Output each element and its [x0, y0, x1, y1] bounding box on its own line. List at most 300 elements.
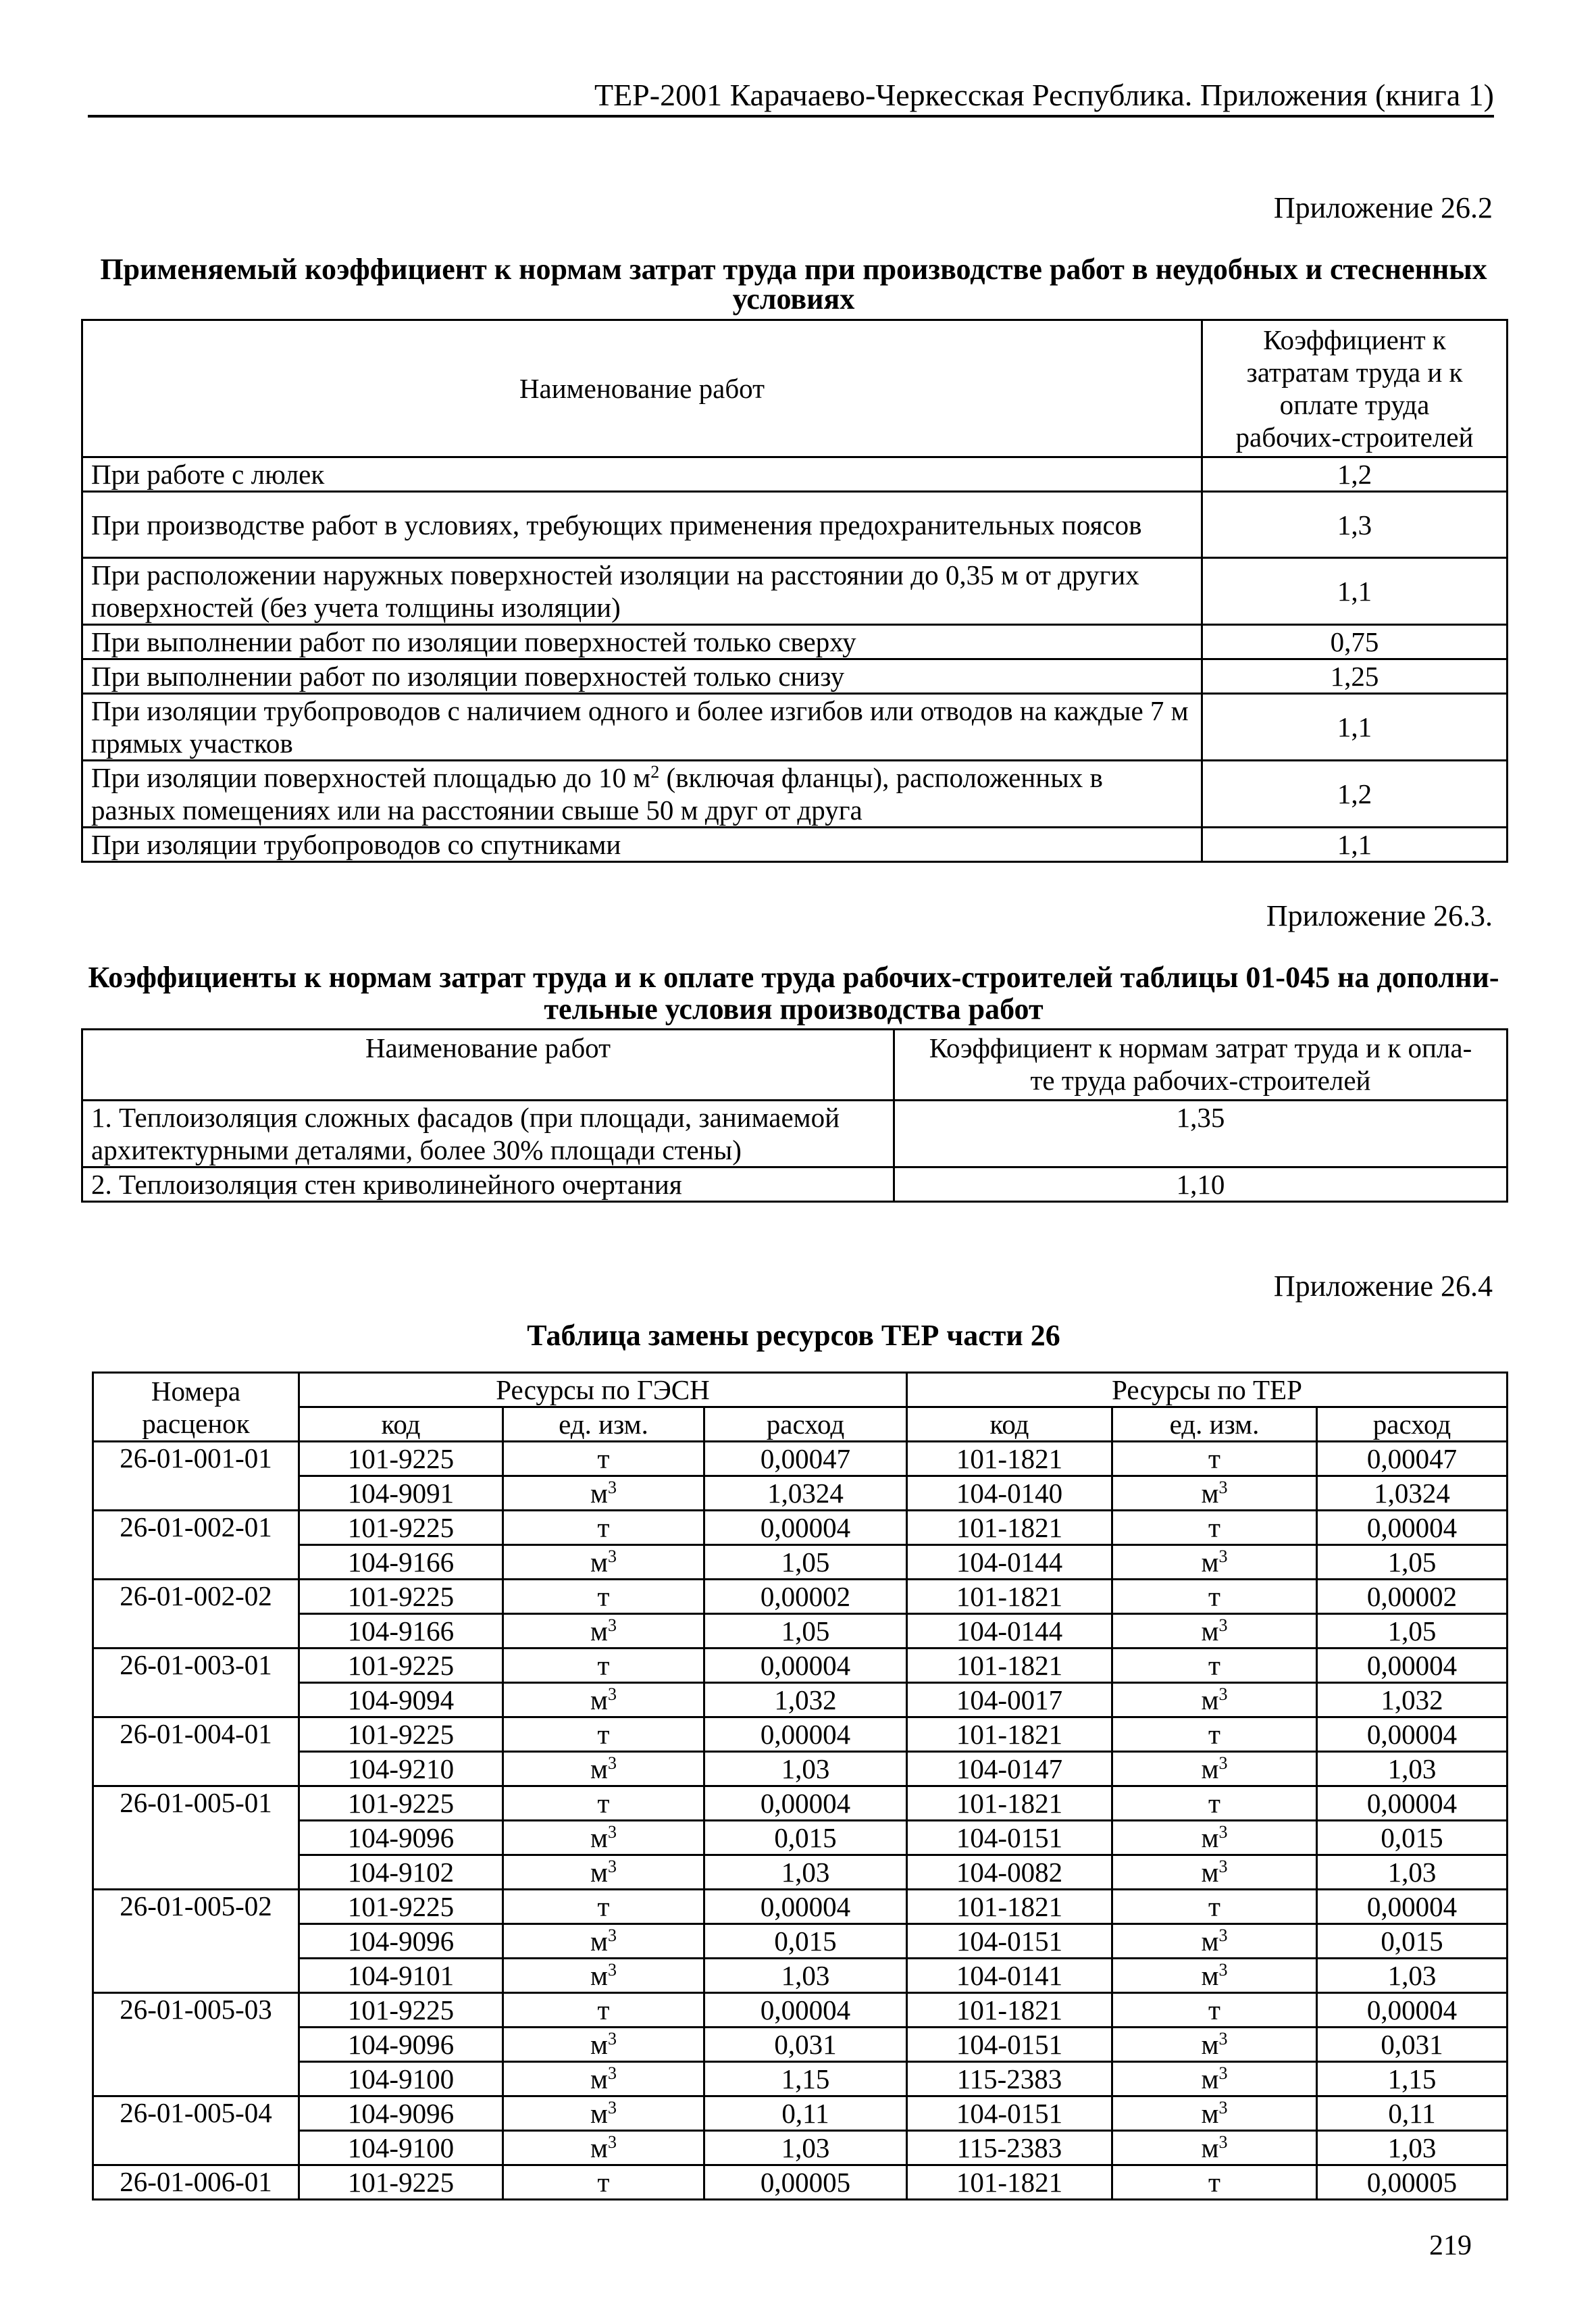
unit-text: м — [590, 1857, 608, 1888]
table-header-row-2 — [93, 1407, 1508, 1442]
unit-text: т — [597, 1788, 610, 1819]
column-group-gesn: Ресурсы по ГЭСН — [299, 1373, 907, 1407]
column-header-number-line1: Номера — [151, 1375, 241, 1407]
work-name: При изоляции трубопроводов со спутниками — [82, 828, 1202, 862]
unit-exponent: 3 — [1218, 1822, 1228, 1842]
ter-code: 104-0144 — [907, 1614, 1112, 1649]
unit-text: т — [597, 1891, 610, 1922]
gesn-consumption: 0,015 — [704, 1821, 907, 1855]
unit-exponent: 3 — [607, 1753, 617, 1773]
column-header-coefficient-line1: Коэффициент к — [1263, 324, 1446, 355]
unit-text: м — [1201, 1615, 1219, 1646]
column-header-gesn-code: код — [299, 1407, 503, 1442]
gesn-consumption: 1,05 — [704, 1545, 907, 1580]
ter-code: 101-1821 — [907, 1786, 1112, 1821]
unit-exponent: 3 — [607, 2029, 617, 2048]
gesn-code: 101-9225 — [299, 1442, 503, 1476]
ter-consumption: 0,00004 — [1317, 1717, 1508, 1752]
ter-code: 104-0144 — [907, 1545, 1112, 1580]
unit-text: т — [1208, 1650, 1220, 1681]
gesn-code: 104-9210 — [299, 1752, 503, 1786]
table-row — [93, 1786, 1508, 1821]
table-row — [93, 2096, 1508, 2131]
gesn-code: 104-9101 — [299, 1959, 503, 1993]
table-row — [82, 558, 1508, 625]
coefficients-table-26-2 — [81, 319, 1508, 863]
table-row — [93, 2165, 1508, 2200]
gesn-unit — [503, 1821, 704, 1855]
appendix-26-4-title: Таблица замены ресурсов ТЕР части 26 — [527, 1319, 1060, 1352]
ter-code: 115-2383 — [907, 2131, 1112, 2165]
coefficient-value: 0,75 — [1202, 625, 1508, 659]
work-name-text-cont: (включая фланцы), расположенных в разных помещениях или на расстоянии свыше 50 м друг от друга — [91, 762, 1103, 826]
gesn-consumption: 0,11 — [704, 2096, 907, 2131]
gesn-unit — [503, 2096, 704, 2131]
gesn-consumption: 0,00004 — [704, 1993, 907, 2028]
table-row — [82, 457, 1508, 492]
unit-text: м — [1201, 1960, 1219, 1991]
ter-consumption: 1,0324 — [1317, 1476, 1508, 1511]
table-row — [93, 2028, 1508, 2062]
table-row — [93, 1855, 1508, 1890]
unit-exponent: 3 — [607, 1546, 617, 1566]
appendix-26-4-label: Приложение 26.4 — [1273, 1269, 1493, 1303]
gesn-unit — [503, 1476, 704, 1511]
gesn-consumption: 1,15 — [704, 2062, 907, 2096]
unit-exponent: 3 — [1218, 2029, 1228, 2048]
gesn-unit — [503, 2165, 704, 2200]
ter-consumption: 1,03 — [1317, 2131, 1508, 2165]
column-header-gesn-consumption: расход — [704, 1407, 907, 1442]
table-row — [93, 1511, 1508, 1545]
unit-exponent: 3 — [607, 1684, 617, 1704]
rate-number: 26-01-002-02 — [93, 1580, 299, 1649]
gesn-code: 101-9225 — [299, 1786, 503, 1821]
unit-text: м — [590, 1822, 608, 1853]
unit-text: м — [1201, 1546, 1219, 1578]
unit-exponent: 3 — [607, 2132, 617, 2152]
unit-text: т — [1208, 2167, 1220, 2198]
ter-code: 101-1821 — [907, 1511, 1112, 1545]
ter-consumption: 1,03 — [1317, 1855, 1508, 1890]
unit-exponent: 3 — [1218, 1615, 1228, 1635]
appendix-26-3-title-line2: тельные условия производства работ — [544, 992, 1044, 1026]
unit-exponent: 3 — [1218, 1478, 1228, 1497]
rate-number: 26-01-005-02 — [93, 1890, 299, 1993]
gesn-unit — [503, 2131, 704, 2165]
unit-text: м — [590, 1546, 608, 1578]
unit-text: м — [1201, 1478, 1219, 1509]
ter-code: 101-1821 — [907, 1649, 1112, 1683]
table-header-row — [82, 1030, 1508, 1101]
gesn-code: 104-9100 — [299, 2062, 503, 2096]
ter-code: 104-0151 — [907, 2028, 1112, 2062]
work-name: При выполнении работ по изоляции поверхностей только снизу — [82, 659, 1202, 694]
ter-unit — [1112, 1614, 1317, 1649]
appendix-26-3-label: Приложение 26.3. — [1266, 899, 1493, 932]
ter-unit — [1112, 2028, 1317, 2062]
unit-text: м — [1201, 1926, 1219, 1957]
gesn-unit — [503, 1649, 704, 1683]
ter-consumption: 0,00004 — [1317, 1993, 1508, 2028]
table-row — [82, 761, 1508, 828]
gesn-unit — [503, 1993, 704, 2028]
rate-number: 26-01-001-01 — [93, 1442, 299, 1511]
table-row — [93, 2131, 1508, 2165]
ter-consumption: 0,00004 — [1317, 1511, 1508, 1545]
appendix-26-2-title-line2: условиях — [732, 282, 855, 316]
coefficient-value: 1,3 — [1202, 492, 1508, 558]
gesn-unit — [503, 2028, 704, 2062]
unit-exponent: 3 — [607, 1926, 617, 1945]
resource-table-body — [93, 1442, 1508, 2200]
ter-unit — [1112, 1959, 1317, 1993]
gesn-code: 104-9096 — [299, 1821, 503, 1855]
unit-exponent: 3 — [607, 1822, 617, 1842]
ter-consumption: 0,00005 — [1317, 2165, 1508, 2200]
gesn-unit — [503, 2062, 704, 2096]
work-name: При выполнении работ по изоляции поверхностей только сверху — [82, 625, 1202, 659]
table-row — [93, 1614, 1508, 1649]
table-row — [93, 1959, 1508, 1993]
unit-text: т — [597, 1719, 610, 1750]
table-header-row-1 — [93, 1373, 1508, 1407]
table-row — [93, 1683, 1508, 1717]
ter-code: 101-1821 — [907, 2165, 1112, 2200]
unit-text: т — [1208, 1788, 1220, 1819]
table-row — [82, 694, 1508, 761]
unit-text: м — [1201, 2098, 1219, 2129]
unit-text: м — [1201, 1684, 1219, 1715]
gesn-code: 104-9096 — [299, 2096, 503, 2131]
unit-text: т — [1208, 1994, 1220, 2026]
table-row — [93, 1649, 1508, 1683]
gesn-unit — [503, 1580, 704, 1614]
column-header-coefficient-line2: затратам труда и к — [1246, 357, 1463, 388]
ter-code: 101-1821 — [907, 1580, 1112, 1614]
unit-text: м — [590, 2029, 608, 2060]
gesn-unit — [503, 1717, 704, 1752]
unit-text: м — [1201, 1822, 1219, 1853]
ter-unit — [1112, 1786, 1317, 1821]
column-header-coefficient-line1: Коэффициент к нормам затрат труда и к опла- — [929, 1032, 1472, 1063]
coefficient-value: 1,1 — [1202, 558, 1508, 625]
column-header-coefficient-line4: рабочих-строителей — [1235, 422, 1474, 453]
gesn-unit — [503, 1786, 704, 1821]
ter-consumption: 1,15 — [1317, 2062, 1508, 2096]
ter-unit — [1112, 1717, 1317, 1752]
work-name: При производстве работ в условиях, требующих применения предохранительных поясов — [82, 492, 1202, 558]
gesn-consumption: 1,032 — [704, 1683, 907, 1717]
gesn-consumption: 1,03 — [704, 2131, 907, 2165]
ter-code: 104-0151 — [907, 1924, 1112, 1959]
ter-unit — [1112, 1993, 1317, 2028]
column-header-coefficient-line2: те труда рабочих-строителей — [1030, 1065, 1371, 1096]
column-header-ter-unit: ед. изм. — [1112, 1407, 1317, 1442]
unit-text: м — [590, 1926, 608, 1957]
unit-text: м — [1201, 1753, 1219, 1784]
gesn-consumption: 1,03 — [704, 1855, 907, 1890]
unit-exponent: 3 — [1218, 1753, 1228, 1773]
table-row — [82, 828, 1508, 862]
rate-number: 26-01-005-04 — [93, 2096, 299, 2165]
unit-text: м — [590, 1753, 608, 1784]
gesn-unit — [503, 1855, 704, 1890]
rate-number: 26-01-006-01 — [93, 2165, 299, 2200]
unit-exponent: 3 — [1218, 1960, 1228, 1980]
unit-text: м — [590, 2098, 608, 2129]
gesn-code: 104-9166 — [299, 1545, 503, 1580]
appendix-26-2-label: Приложение 26.2 — [1273, 191, 1493, 224]
ter-code: 104-0017 — [907, 1683, 1112, 1717]
table-row — [93, 1890, 1508, 1924]
column-header-name: Наименование работ — [82, 1030, 894, 1101]
coefficients-table-26-3 — [81, 1028, 1508, 1203]
gesn-code: 104-9096 — [299, 2028, 503, 2062]
ter-unit — [1112, 2165, 1317, 2200]
unit-text: м — [1201, 2063, 1219, 2094]
gesn-consumption: 1,05 — [704, 1614, 907, 1649]
unit-exponent: 3 — [607, 1960, 617, 1980]
table-header-row — [82, 320, 1508, 457]
ter-unit — [1112, 2131, 1317, 2165]
work-name: При изоляции трубопроводов с наличием одного и более изгибов или отводов на каждые 7 м прямых участков — [82, 694, 1202, 761]
column-header-ter-code: код — [907, 1407, 1112, 1442]
table-row — [82, 659, 1508, 694]
unit-text: т — [1208, 1891, 1220, 1922]
appendix-26-2-title-line1: Применяемый коэффициент к нормам затрат труда при производстве работ в неудобных и стесненных — [100, 253, 1487, 286]
gesn-code: 101-9225 — [299, 1511, 503, 1545]
gesn-unit — [503, 1511, 704, 1545]
ter-unit — [1112, 1442, 1317, 1476]
rate-number: 26-01-005-03 — [93, 1993, 299, 2096]
coefficient-value: 1,2 — [1202, 761, 1508, 828]
column-header-name: Наименование работ — [82, 320, 1202, 457]
unit-text: т — [597, 2167, 610, 2198]
ter-unit — [1112, 1511, 1317, 1545]
unit-text: м — [590, 1615, 608, 1646]
gesn-code: 104-9091 — [299, 1476, 503, 1511]
coefficient-value: 1,2 — [1202, 457, 1508, 492]
gesn-consumption: 0,015 — [704, 1924, 907, 1959]
ter-unit — [1112, 1649, 1317, 1683]
ter-unit — [1112, 1821, 1317, 1855]
column-header-coefficient-line3: оплате труда — [1279, 389, 1430, 420]
coefficient-value: 1,35 — [894, 1101, 1508, 1167]
unit-text: м — [1201, 2029, 1219, 2060]
gesn-consumption: 1,0324 — [704, 1476, 907, 1511]
page-number: 219 — [1429, 2230, 1472, 2261]
table-row — [82, 1101, 1508, 1167]
table-row — [93, 1717, 1508, 1752]
unit-exponent: 3 — [1218, 1926, 1228, 1945]
appendix-26-2-title — [81, 253, 1506, 316]
table-row — [93, 1752, 1508, 1786]
column-header-number — [93, 1373, 299, 1442]
work-name: 2. Теплоизоляция стен криволинейного очертания — [82, 1167, 894, 1202]
ter-consumption: 0,00004 — [1317, 1649, 1508, 1683]
unit-text: т — [1208, 1512, 1220, 1543]
gesn-consumption: 0,00002 — [704, 1580, 907, 1614]
appendix-26-3-title-line1: Коэффициенты к нормам затрат труда и к оплате труда рабочих-строителей таблицы 01-045 на дополни- — [88, 961, 1499, 994]
ter-consumption: 0,031 — [1317, 2028, 1508, 2062]
table-row — [93, 1924, 1508, 1959]
table-row — [93, 1580, 1508, 1614]
gesn-unit — [503, 1614, 704, 1649]
ter-unit — [1112, 1855, 1317, 1890]
resource-replacement-table — [92, 1372, 1508, 2200]
gesn-consumption: 0,00005 — [704, 2165, 907, 2200]
unit-exponent: 3 — [1218, 2063, 1228, 2083]
unit-text: т — [597, 1512, 610, 1543]
unit-exponent: 3 — [607, 1615, 617, 1635]
ter-code: 101-1821 — [907, 1993, 1112, 2028]
column-header-coefficient — [1202, 320, 1508, 457]
rate-number: 26-01-003-01 — [93, 1649, 299, 1717]
ter-code: 104-0151 — [907, 1821, 1112, 1855]
appendix-26-3-title — [81, 961, 1506, 1024]
gesn-consumption: 0,00004 — [704, 1717, 907, 1752]
gesn-code: 101-9225 — [299, 1993, 503, 2028]
rate-number: 26-01-004-01 — [93, 1717, 299, 1786]
ter-code: 101-1821 — [907, 1890, 1112, 1924]
table-row — [93, 1545, 1508, 1580]
unit-text: м — [590, 1478, 608, 1509]
ter-consumption: 0,015 — [1317, 1924, 1508, 1959]
gesn-code: 104-9096 — [299, 1924, 503, 1959]
gesn-consumption: 0,031 — [704, 2028, 907, 2062]
table-row — [93, 2062, 1508, 2096]
unit-text: т — [1208, 1581, 1220, 1612]
coefficient-value: 1,25 — [1202, 659, 1508, 694]
unit-text: м — [590, 2063, 608, 2094]
gesn-code: 104-9166 — [299, 1614, 503, 1649]
ter-consumption: 0,00004 — [1317, 1786, 1508, 1821]
unit-text: т — [1208, 1719, 1220, 1750]
unit-exponent: 3 — [607, 2098, 617, 2117]
gesn-unit — [503, 1890, 704, 1924]
unit-text: т — [597, 1443, 610, 1474]
work-name — [82, 761, 1202, 828]
ter-unit — [1112, 1545, 1317, 1580]
unit-text: т — [597, 1994, 610, 2026]
unit-text: м — [1201, 1857, 1219, 1888]
gesn-code: 101-9225 — [299, 2165, 503, 2200]
rate-number: 26-01-002-01 — [93, 1511, 299, 1580]
unit-exponent: 3 — [607, 1478, 617, 1497]
unit-exponent: 3 — [1218, 2132, 1228, 2152]
coefficient-value: 1,10 — [894, 1167, 1508, 1202]
gesn-consumption: 1,03 — [704, 1752, 907, 1786]
ter-code: 101-1821 — [907, 1442, 1112, 1476]
gesn-consumption: 0,00004 — [704, 1786, 907, 1821]
ter-unit — [1112, 1890, 1317, 1924]
gesn-unit — [503, 1752, 704, 1786]
ter-consumption: 0,11 — [1317, 2096, 1508, 2131]
ter-unit — [1112, 1683, 1317, 1717]
ter-code: 104-0082 — [907, 1855, 1112, 1890]
ter-consumption: 1,05 — [1317, 1545, 1508, 1580]
unit-exponent: 3 — [607, 2063, 617, 2083]
gesn-code: 101-9225 — [299, 1890, 503, 1924]
gesn-unit — [503, 1442, 704, 1476]
table-row — [93, 1476, 1508, 1511]
running-header: ТЕР-2001 Карачаево-Черкесская Республика. Приложения (книга 1) — [88, 76, 1494, 118]
ter-consumption: 0,00004 — [1317, 1890, 1508, 1924]
table-row — [82, 1167, 1508, 1202]
unit-exponent: 3 — [1218, 1857, 1228, 1876]
unit-exponent: 3 — [1218, 2098, 1228, 2117]
work-name: При работе с люлек — [82, 457, 1202, 492]
gesn-consumption: 0,00047 — [704, 1442, 907, 1476]
gesn-consumption: 0,00004 — [704, 1511, 907, 1545]
gesn-consumption: 0,00004 — [704, 1649, 907, 1683]
coefficient-value: 1,1 — [1202, 694, 1508, 761]
column-header-number-line2: расценок — [142, 1407, 250, 1439]
ter-consumption: 0,00002 — [1317, 1580, 1508, 1614]
column-header-ter-consumption: расход — [1317, 1407, 1508, 1442]
ter-unit — [1112, 1476, 1317, 1511]
ter-code: 104-0151 — [907, 2096, 1112, 2131]
ter-consumption: 1,03 — [1317, 1959, 1508, 1993]
unit-text: м — [590, 2132, 608, 2163]
gesn-code: 101-9225 — [299, 1717, 503, 1752]
rate-number: 26-01-005-01 — [93, 1786, 299, 1890]
ter-consumption: 0,015 — [1317, 1821, 1508, 1855]
unit-text: т — [597, 1581, 610, 1612]
ter-code: 104-0140 — [907, 1476, 1112, 1511]
coefficient-value: 1,1 — [1202, 828, 1508, 862]
table-row — [82, 492, 1508, 558]
ter-code: 115-2383 — [907, 2062, 1112, 2096]
gesn-unit — [503, 1683, 704, 1717]
ter-consumption: 1,03 — [1317, 1752, 1508, 1786]
ter-consumption: 1,032 — [1317, 1683, 1508, 1717]
unit-exponent: 3 — [1218, 1684, 1228, 1704]
gesn-code: 104-9100 — [299, 2131, 503, 2165]
table-row — [93, 1442, 1508, 1476]
table-row — [82, 625, 1508, 659]
unit-text: т — [1208, 1443, 1220, 1474]
work-name-text: При изоляции поверхностей площадью до 10 м — [91, 762, 651, 793]
ter-code: 104-0147 — [907, 1752, 1112, 1786]
ter-code: 101-1821 — [907, 1717, 1112, 1752]
gesn-unit — [503, 1545, 704, 1580]
work-name: При расположении наружных поверхностей изоляции на расстоянии до 0,35 м от других поверхностей (без учета толщины изоляции) — [82, 558, 1202, 625]
ter-code: 104-0141 — [907, 1959, 1112, 1993]
gesn-unit — [503, 1959, 704, 1993]
unit-text: м — [1201, 2132, 1219, 2163]
gesn-code: 104-9094 — [299, 1683, 503, 1717]
ter-unit — [1112, 1924, 1317, 1959]
ter-unit — [1112, 1580, 1317, 1614]
table-row — [93, 1821, 1508, 1855]
gesn-code: 104-9102 — [299, 1855, 503, 1890]
gesn-code: 101-9225 — [299, 1649, 503, 1683]
ter-unit — [1112, 2096, 1317, 2131]
gesn-consumption: 1,03 — [704, 1959, 907, 1993]
ter-consumption: 1,05 — [1317, 1614, 1508, 1649]
table-row — [93, 1993, 1508, 2028]
unit-text: м — [590, 1684, 608, 1715]
unit-exponent: 3 — [1218, 1546, 1228, 1566]
gesn-code: 101-9225 — [299, 1580, 503, 1614]
unit-exponent: 3 — [607, 1857, 617, 1876]
column-header-coefficient — [894, 1030, 1508, 1101]
work-name: 1. Теплоизоляция сложных фасадов (при площади, занимаемой архитектурными деталями, более 30% площади стены) — [82, 1101, 894, 1167]
ter-consumption: 0,00047 — [1317, 1442, 1508, 1476]
unit-text: т — [597, 1650, 610, 1681]
